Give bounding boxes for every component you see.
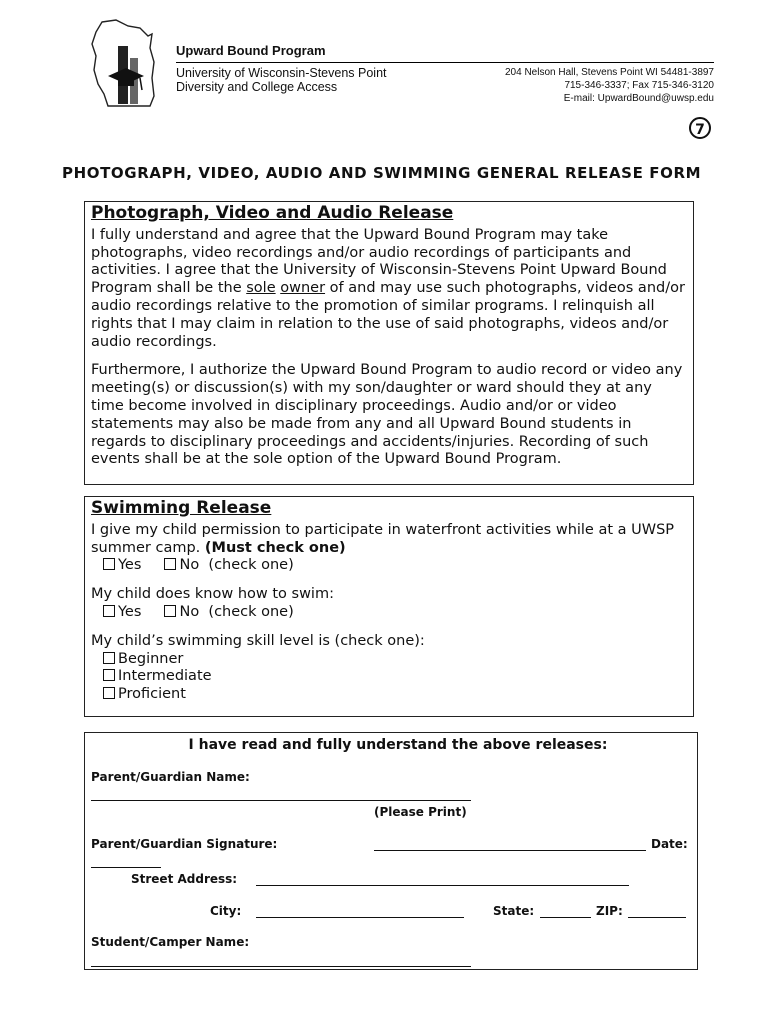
- signature-heading: I have read and fully understand the above releases:: [188, 737, 608, 753]
- address: 204 Nelson Hall, Stevens Point WI 54481-3897: [504, 67, 714, 78]
- form-title-text: PHOTOGRAPH, VIDEO, AUDIO AND SWIMMING GENERAL RELEASE FORM: [62, 164, 702, 182]
- city-line[interactable]: [256, 917, 464, 918]
- photo-release-paragraph-1: I fully understand and agree that the Upward Bound Program may take photographs, video recordings and/or audio recordings of participants and activities. I agree that the University of Wisconsin-Stevens Point Upward Bound Program shall be the sole owner of and may use such photographs, videos and/or audio recordings relative to the promotion of similar programs. I relinquish all rights that I may claim in relation to the use of said photographs, videos and/or audio recordings.: [91, 226, 685, 350]
- parent-signature-line[interactable]: [374, 850, 646, 851]
- form-number-badge: 7: [689, 117, 711, 139]
- street-address-label: Street Address:: [131, 872, 238, 886]
- header-rule: [176, 62, 714, 63]
- zip-label: ZIP:: [596, 904, 623, 918]
- parent-signature-label: Parent/Guardian Signature:: [91, 837, 278, 851]
- city-label: City:: [210, 904, 242, 918]
- swimming-release-heading: Swimming Release: [91, 498, 272, 518]
- beginner-checkbox[interactable]: [103, 652, 115, 664]
- state-label: State:: [493, 904, 535, 918]
- program-name: Upward Bound Program: [176, 43, 326, 58]
- state-line[interactable]: [540, 917, 591, 918]
- date-line[interactable]: [91, 867, 161, 868]
- university-block: [176, 66, 387, 94]
- swim-skill-question: My child’s swimming skill level is (check one): Beginner Intermediate Proficient: [91, 632, 425, 703]
- zip-line[interactable]: [628, 917, 686, 918]
- street-address-line[interactable]: [256, 885, 629, 886]
- swim-ability-question: My child does know how to swim: Yes No (check one): [91, 586, 334, 620]
- student-name-label: Student/Camper Name:: [91, 935, 250, 949]
- email: E-mail: UpwardBound@uwsp.edu: [563, 93, 714, 104]
- date-label: Date:: [651, 837, 688, 851]
- proficient-checkbox[interactable]: [103, 687, 115, 699]
- photo-release-section: [84, 201, 694, 485]
- swimming-release-section: [84, 496, 694, 717]
- permission-no-checkbox[interactable]: [164, 558, 176, 570]
- parent-name-label: Parent/Guardian Name:: [91, 770, 250, 784]
- permission-yes-checkbox[interactable]: [103, 558, 115, 570]
- parent-name-line[interactable]: [91, 800, 471, 801]
- please-print-note: (Please Print): [374, 805, 467, 819]
- university-name: University of Wisconsin-Stevens Point: [176, 66, 387, 80]
- intermediate-checkbox[interactable]: [103, 669, 115, 681]
- can-swim-yes-checkbox[interactable]: [103, 605, 115, 617]
- can-swim-no-checkbox[interactable]: [164, 605, 176, 617]
- form-title: [62, 164, 701, 182]
- wisconsin-map-logo: [88, 18, 166, 110]
- department-name: Diversity and College Access: [176, 80, 338, 94]
- photo-release-heading: Photograph, Video and Audio Release: [91, 203, 454, 223]
- phone-fax: 715-346-3337; Fax 715-346-3120: [564, 80, 714, 91]
- swim-permission-question: I give my child permission to participate in waterfront activities while at a UWSP summer camp. (Must check one) Yes No (check one): [91, 521, 675, 574]
- student-name-line[interactable]: [91, 966, 471, 967]
- photo-release-paragraph-2: Furthermore, I authorize the Upward Bound Program to audio record or video any meeting(s) or discussion(s) with my son/daughter or ward should they at any time become involved in disciplinary proceedings. Audio and/or or video statements may also be made from any and all Upward Bound students in regards to disciplinary proceedings and accidents/injuries. Recording of such events shall be at the sole option of the Upward Bound Program.: [91, 362, 683, 468]
- address-block: [505, 66, 714, 105]
